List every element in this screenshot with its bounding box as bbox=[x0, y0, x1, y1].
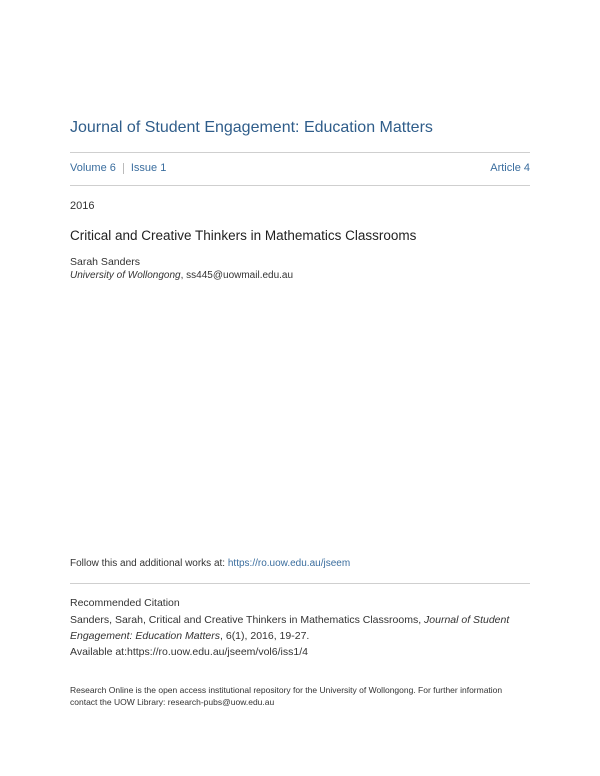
author-name: Sarah Sanders bbox=[70, 256, 141, 268]
citation-text bbox=[70, 612, 530, 660]
follow-line bbox=[70, 558, 350, 569]
author-email: ss445@uowmail.edu.au bbox=[186, 270, 294, 281]
follow-text: Follow this and additional works at: bbox=[70, 558, 228, 569]
follow-link[interactable]: https://ro.uow.edu.au/jseem bbox=[227, 558, 351, 569]
citation-available[interactable]: Available at:https://ro.uow.edu.au/jseem/vol6/iss1/4 bbox=[70, 646, 308, 658]
citation-details: , 6(1), 2016, 19-27. bbox=[220, 630, 310, 642]
publication-year: 2016 bbox=[70, 200, 95, 212]
issue-info-row bbox=[70, 162, 530, 174]
affiliation-name: University of Wollongong bbox=[70, 270, 181, 281]
repository-footer: Research Online is the open access institutional repository for the University of Wollongong. For further information contact the UOW Library: research-pubs@uow.edu.au bbox=[70, 685, 503, 707]
author-affiliation: University of Wollongong, ss445@uowmail.edu.au bbox=[70, 270, 294, 281]
citation-authors-title: Sanders, Sarah, Critical and Creative Thinkers in Mathematics Classrooms, bbox=[70, 614, 425, 626]
top-divider bbox=[70, 152, 530, 153]
separator bbox=[123, 163, 124, 174]
journal-title[interactable]: Journal of Student Engagement: Education Matters bbox=[70, 119, 433, 136]
article-title: Critical and Creative Thinkers in Mathematics Classrooms bbox=[70, 228, 417, 243]
issue-link[interactable]: Issue 1 bbox=[130, 162, 167, 174]
citation-label: Recommended Citation bbox=[70, 597, 180, 609]
issue-divider bbox=[70, 185, 530, 186]
citation-divider bbox=[70, 583, 530, 584]
article-link[interactable]: Article 4 bbox=[490, 162, 530, 174]
volume-link[interactable]: Volume 6 bbox=[70, 162, 116, 174]
citation-journal: Journal of Student Engagement: Education Matters bbox=[70, 614, 510, 642]
